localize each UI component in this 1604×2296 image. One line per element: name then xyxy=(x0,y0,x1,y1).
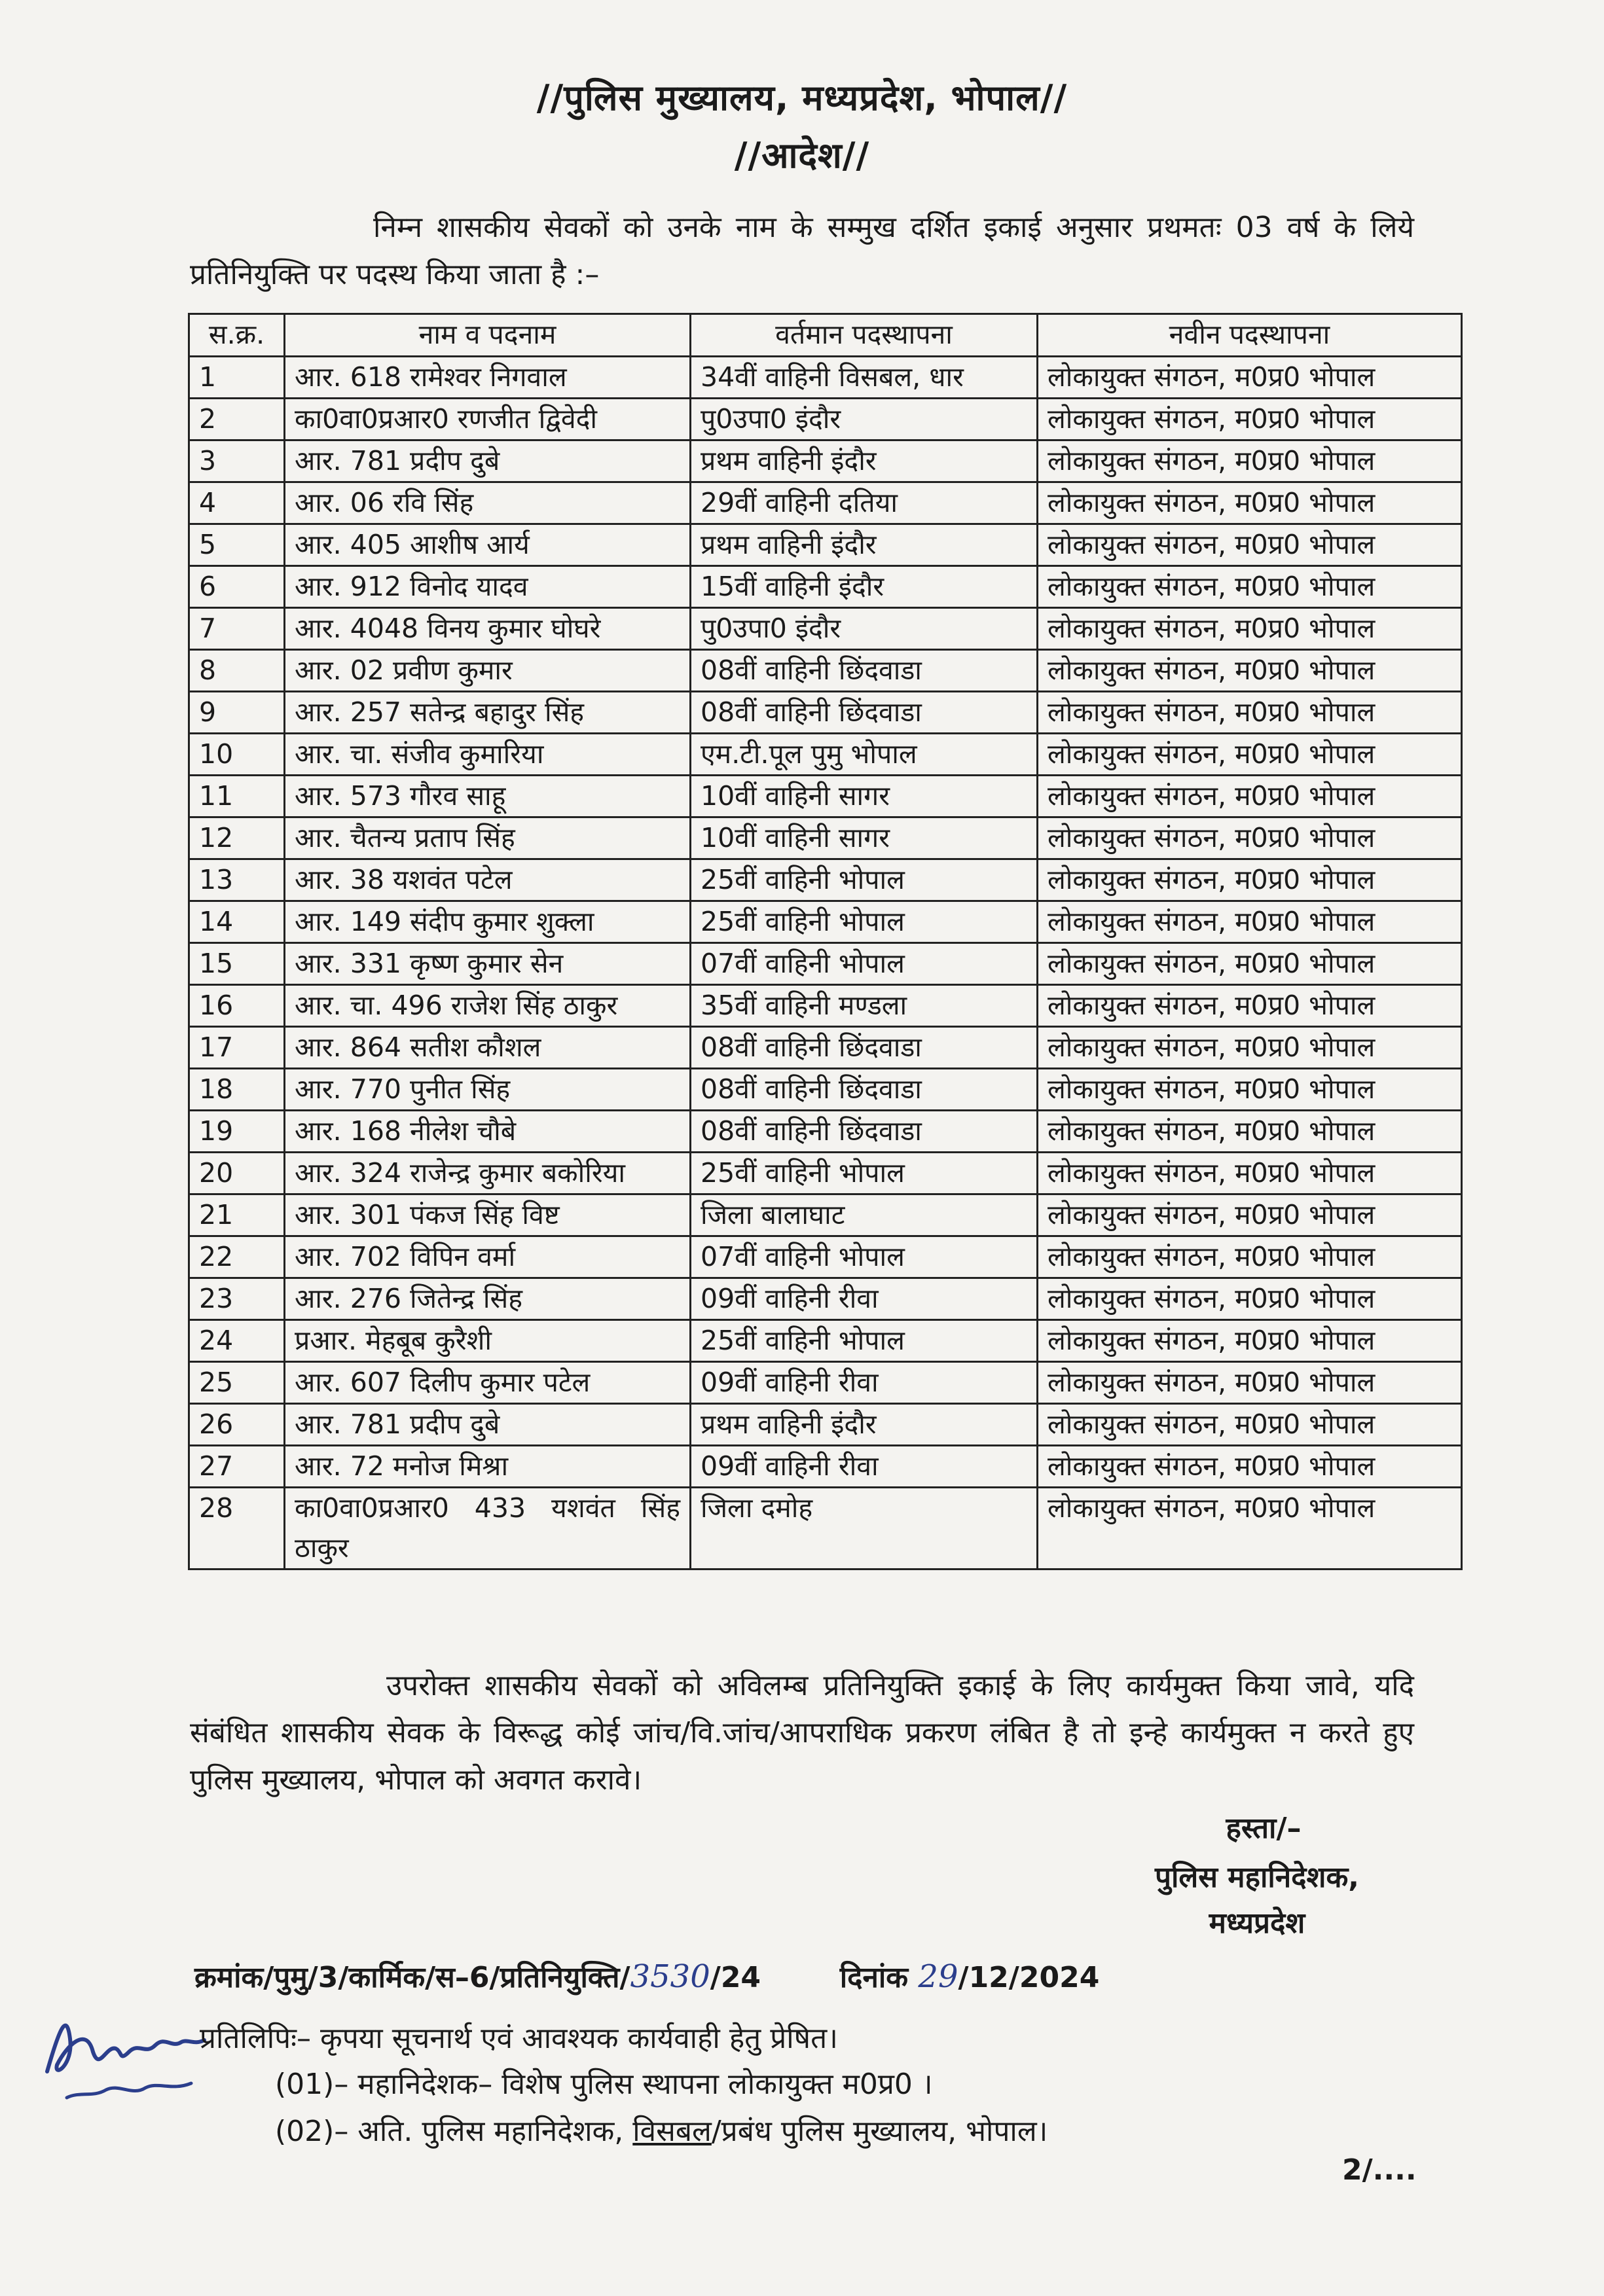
date-rest: /12/2024 xyxy=(958,1961,1100,1994)
reference-prefix: क्रमांक/पुमु/3/कार्मिक/स–6/प्रतिनियुक्ति/ xyxy=(194,1961,630,1994)
table-header-row xyxy=(189,314,1462,357)
row-current-posting: प्रथम वाहिनी इंदौर xyxy=(691,440,1038,482)
header-name: नाम व पदनाम xyxy=(285,314,691,357)
table-row xyxy=(189,1278,1462,1320)
row-current-posting: 09वीं वाहिनी रीवा xyxy=(691,1446,1038,1488)
row-name: आर. 405 आशीष आर्य xyxy=(285,524,691,566)
table-row xyxy=(189,608,1462,650)
row-current-posting: पु0उपा0 इंदौर xyxy=(691,608,1038,650)
row-new-posting: लोकायुक्त संगठन, म0प्र0 भोपाल xyxy=(1038,776,1462,817)
header-current-posting: वर्तमान पदस्थापना xyxy=(691,314,1038,357)
handwritten-initials xyxy=(41,2000,211,2111)
row-name: का0वा0प्रआर0 रणजीत द्विवेदी xyxy=(285,399,691,440)
table-row xyxy=(189,1488,1462,1570)
row-serial: 18 xyxy=(189,1069,285,1111)
row-current-posting: 25वीं वाहिनी भोपाल xyxy=(691,1320,1038,1362)
row-name: आर. 702 विपिन वर्मा xyxy=(285,1236,691,1278)
table-row xyxy=(189,1111,1462,1153)
row-new-posting: लोकायुक्त संगठन, म0प्र0 भोपाल xyxy=(1038,1278,1462,1320)
copy-item-2-a: (02)– अति. पुलिस महानिदेशक, xyxy=(275,2115,624,2148)
row-name: आर. 912 विनोद यादव xyxy=(285,566,691,608)
row-name: आर. 4048 विनय कुमार घोघरे xyxy=(285,608,691,650)
row-serial: 27 xyxy=(189,1446,285,1488)
row-new-posting: लोकायुक्त संगठन, म0प्र0 भोपाल xyxy=(1038,608,1462,650)
row-current-posting: 07वीं वाहिनी भोपाल xyxy=(691,943,1038,985)
row-name: आर. 864 सतीश कौशल xyxy=(285,1027,691,1069)
row-current-posting: पु0उपा0 इंदौर xyxy=(691,399,1038,440)
table-row xyxy=(189,734,1462,776)
table-row xyxy=(189,901,1462,943)
row-name: आर. 02 प्रवीण कुमार xyxy=(285,650,691,692)
row-current-posting: जिला बालाघाट xyxy=(691,1194,1038,1236)
row-new-posting: लोकायुक्त संगठन, म0प्र0 भोपाल xyxy=(1038,985,1462,1027)
row-serial: 15 xyxy=(189,943,285,985)
table-row xyxy=(189,943,1462,985)
row-name: आर. 618 रामेश्वर निगवाल xyxy=(285,357,691,399)
row-serial: 2 xyxy=(189,399,285,440)
row-serial: 3 xyxy=(189,440,285,482)
signatory-designation: पुलिस महानिदेशक, xyxy=(1155,1861,1359,1894)
row-new-posting: लोकायुक्त संगठन, म0प्र0 भोपाल xyxy=(1038,1027,1462,1069)
row-current-posting: 15वीं वाहिनी इंदौर xyxy=(691,566,1038,608)
row-new-posting: लोकायुक्त संगठन, म0प्र0 भोपाल xyxy=(1038,1404,1462,1446)
row-new-posting: लोकायुक्त संगठन, म0प्र0 भोपाल xyxy=(1038,1488,1462,1570)
row-serial: 19 xyxy=(189,1111,285,1153)
row-current-posting: 25वीं वाहिनी भोपाल xyxy=(691,901,1038,943)
table-row xyxy=(189,776,1462,817)
table-row xyxy=(189,399,1462,440)
row-name: आर. 257 सतेन्द्र बहादुर सिंह xyxy=(285,692,691,734)
row-new-posting: लोकायुक्त संगठन, म0प्र0 भोपाल xyxy=(1038,440,1462,482)
row-new-posting: लोकायुक्त संगठन, म0प्र0 भोपाल xyxy=(1038,357,1462,399)
signed-mark: हस्ता/– xyxy=(1226,1812,1302,1845)
table-row xyxy=(189,1027,1462,1069)
reference-number: 3530 xyxy=(630,1958,710,1995)
row-current-posting: 08वीं वाहिनी छिंदवाडा xyxy=(691,1027,1038,1069)
date-label: दिनांक xyxy=(839,1961,909,1994)
row-new-posting: लोकायुक्त संगठन, म0प्र0 भोपाल xyxy=(1038,692,1462,734)
row-new-posting: लोकायुक्त संगठन, म0प्र0 भोपाल xyxy=(1038,566,1462,608)
row-new-posting: लोकायुक्त संगठन, म0प्र0 भोपाल xyxy=(1038,399,1462,440)
row-new-posting: लोकायुक्त संगठन, म0प्र0 भोपाल xyxy=(1038,1362,1462,1404)
copy-item-2 xyxy=(275,2109,1519,2155)
posting-table xyxy=(188,313,1463,1570)
table-row xyxy=(189,1236,1462,1278)
order-heading: //आदेश// xyxy=(734,135,870,176)
copy-intro: प्रतिलिपिः– कृपया सूचनार्थ एवं आवश्यक कार्यवाही हेतु प्रेषित। xyxy=(200,2022,838,2055)
table-row xyxy=(189,1320,1462,1362)
row-name: आर. 276 जितेन्द्र सिंह xyxy=(285,1278,691,1320)
copy-item-1: (01)– महानिदेशक– विशेष पुलिस स्थापना लोकायुक्त म0प्र0 । xyxy=(275,2068,933,2101)
table-row xyxy=(189,1362,1462,1404)
table-row xyxy=(189,524,1462,566)
header-new-posting: नवीन पदस्थापना xyxy=(1038,314,1462,357)
row-serial: 28 xyxy=(189,1488,285,1570)
row-new-posting: लोकायुक्त संगठन, म0प्र0 भोपाल xyxy=(1038,1111,1462,1153)
row-name: आर. 301 पंकज सिंह विष्ट xyxy=(285,1194,691,1236)
page-number: 2/.... xyxy=(1342,2153,1417,2187)
row-current-posting: जिला दमोह xyxy=(691,1488,1038,1570)
row-new-posting: लोकायुक्त संगठन, म0प्र0 भोपाल xyxy=(1038,1194,1462,1236)
table-row xyxy=(189,859,1462,901)
row-serial: 13 xyxy=(189,859,285,901)
row-serial: 1 xyxy=(189,357,285,399)
row-new-posting: लोकायुक्त संगठन, म0प्र0 भोपाल xyxy=(1038,650,1462,692)
row-serial: 17 xyxy=(189,1027,285,1069)
row-current-posting: 09वीं वाहिनी रीवा xyxy=(691,1362,1038,1404)
row-current-posting: 08वीं वाहिनी छिंदवाडा xyxy=(691,692,1038,734)
row-current-posting: 34वीं वाहिनी विसबल, धार xyxy=(691,357,1038,399)
row-serial: 8 xyxy=(189,650,285,692)
row-name: आर. 324 राजेन्द्र कुमार बकोरिया xyxy=(285,1153,691,1194)
intro-paragraph: निम्न शासकीय सेवकों को उनके नाम के सम्मुख दर्शित इकाई अनुसार प्रथमतः 03 वर्ष के लिये प्रतिनियुक्ति पर पदस्थ किया जाता है :– xyxy=(190,211,1414,291)
row-serial: 5 xyxy=(189,524,285,566)
row-name: आर. 149 संदीप कुमार शुक्ला xyxy=(285,901,691,943)
row-new-posting: लोकायुक्त संगठन, म0प्र0 भोपाल xyxy=(1038,859,1462,901)
row-new-posting: लोकायुक्त संगठन, म0प्र0 भोपाल xyxy=(1038,482,1462,524)
row-current-posting: 09वीं वाहिनी रीवा xyxy=(691,1278,1038,1320)
table-row xyxy=(189,440,1462,482)
row-new-posting: लोकायुक्त संगठन, म0प्र0 भोपाल xyxy=(1038,901,1462,943)
row-name: आर. चैतन्य प्रताप सिंह xyxy=(285,817,691,859)
row-serial: 24 xyxy=(189,1320,285,1362)
row-new-posting: लोकायुक्त संगठन, म0प्र0 भोपाल xyxy=(1038,524,1462,566)
row-new-posting: लोकायुक्त संगठन, म0प्र0 भोपाल xyxy=(1038,1236,1462,1278)
row-serial: 22 xyxy=(189,1236,285,1278)
row-serial: 4 xyxy=(189,482,285,524)
row-current-posting: 29वीं वाहिनी दतिया xyxy=(691,482,1038,524)
row-new-posting: लोकायुक्त संगठन, म0प्र0 भोपाल xyxy=(1038,1153,1462,1194)
row-serial: 10 xyxy=(189,734,285,776)
table-row xyxy=(189,482,1462,524)
row-name: आर. 607 दिलीप कुमार पटेल xyxy=(285,1362,691,1404)
signatory-state: मध्यप्रदेश xyxy=(1209,1907,1305,1940)
row-new-posting: लोकायुक्त संगठन, म0प्र0 भोपाल xyxy=(1038,943,1462,985)
row-name: आर. 781 प्रदीप दुबे xyxy=(285,1404,691,1446)
row-current-posting: 25वीं वाहिनी भोपाल xyxy=(691,1153,1038,1194)
reference-line xyxy=(194,1954,1438,2001)
row-serial: 7 xyxy=(189,608,285,650)
table-row xyxy=(189,357,1462,399)
row-current-posting: 08वीं वाहिनी छिंदवाडा xyxy=(691,1069,1038,1111)
row-serial: 26 xyxy=(189,1404,285,1446)
header-serial: स.क्र. xyxy=(189,314,285,357)
row-current-posting: 07वीं वाहिनी भोपाल xyxy=(691,1236,1038,1278)
row-name: आर. 38 यशवंत पटेल xyxy=(285,859,691,901)
row-new-posting: लोकायुक्त संगठन, म0प्र0 भोपाल xyxy=(1038,817,1462,859)
row-current-posting: एम.टी.पूल पुमु भोपाल xyxy=(691,734,1038,776)
table-row xyxy=(189,692,1462,734)
row-name: का0वा0प्रआर0 433 यशवंत सिंह ठाकुर xyxy=(285,1488,691,1570)
row-serial: 14 xyxy=(189,901,285,943)
table-row xyxy=(189,1069,1462,1111)
row-name: आर. 573 गौरव साहू xyxy=(285,776,691,817)
row-serial: 16 xyxy=(189,985,285,1027)
row-current-posting: प्रथम वाहिनी इंदौर xyxy=(691,1404,1038,1446)
row-current-posting: 08वीं वाहिनी छिंदवाडा xyxy=(691,1111,1038,1153)
instruction-paragraph: उपरोक्त शासकीय सेवकों को अविलम्ब प्रतिनियुक्ति इकाई के लिए कार्यमुक्त किया जावे, यदि संबंधित शासकीय सेवक के विरूद्ध कोई जांच/वि.जांच/आपराधिक प्रकरण लंबित है तो इन्हे कार्यमुक्त न करते हुए पुलिस मुख्यालय, भोपाल को अवगत करावे। xyxy=(190,1669,1414,1797)
row-serial: 20 xyxy=(189,1153,285,1194)
table-row xyxy=(189,817,1462,859)
row-current-posting: 35वीं वाहिनी मण्डला xyxy=(691,985,1038,1027)
row-new-posting: लोकायुक्त संगठन, म0प्र0 भोपाल xyxy=(1038,1446,1462,1488)
row-new-posting: लोकायुक्त संगठन, म0प्र0 भोपाल xyxy=(1038,1320,1462,1362)
row-serial: 21 xyxy=(189,1194,285,1236)
table-row xyxy=(189,985,1462,1027)
table-row xyxy=(189,1153,1462,1194)
row-name: प्रआर. मेहबूब कुरैशी xyxy=(285,1320,691,1362)
table-row xyxy=(189,650,1462,692)
row-name: आर. 168 नीलेश चौबे xyxy=(285,1111,691,1153)
page-title: //पुलिस मुख्यालय, मध्यप्रदेश, भोपाल// xyxy=(536,77,1068,118)
row-name: आर. चा. 496 राजेश सिंह ठाकुर xyxy=(285,985,691,1027)
row-new-posting: लोकायुक्त संगठन, म0प्र0 भोपाल xyxy=(1038,1069,1462,1111)
row-new-posting: लोकायुक्त संगठन, म0प्र0 भोपाल xyxy=(1038,734,1462,776)
row-name: आर. 06 रवि सिंह xyxy=(285,482,691,524)
table-row xyxy=(189,1404,1462,1446)
copy-item-2-underlined: विसबल xyxy=(632,2115,712,2148)
table-row xyxy=(189,1194,1462,1236)
reference-year: /24 xyxy=(710,1961,761,1994)
row-serial: 6 xyxy=(189,566,285,608)
row-name: आर. चा. संजीव कुमारिया xyxy=(285,734,691,776)
row-name: आर. 781 प्रदीप दुबे xyxy=(285,440,691,482)
row-name: आर. 72 मनोज मिश्रा xyxy=(285,1446,691,1488)
row-current-posting: 08वीं वाहिनी छिंदवाडा xyxy=(691,650,1038,692)
date-day: 29 xyxy=(918,1958,958,1995)
table-row xyxy=(189,1446,1462,1488)
row-serial: 25 xyxy=(189,1362,285,1404)
row-name: आर. 331 कृष्ण कुमार सेन xyxy=(285,943,691,985)
row-serial: 11 xyxy=(189,776,285,817)
row-current-posting: प्रथम वाहिनी इंदौर xyxy=(691,524,1038,566)
row-name: आर. 770 पुनीत सिंह xyxy=(285,1069,691,1111)
row-current-posting: 25वीं वाहिनी भोपाल xyxy=(691,859,1038,901)
row-current-posting: 10वीं वाहिनी सागर xyxy=(691,776,1038,817)
table-row xyxy=(189,566,1462,608)
row-current-posting: 10वीं वाहिनी सागर xyxy=(691,817,1038,859)
copy-item-2-b: /प्रबंध पुलिस मुख्यालय, भोपाल। xyxy=(711,2115,1048,2148)
row-serial: 12 xyxy=(189,817,285,859)
row-serial: 9 xyxy=(189,692,285,734)
row-serial: 23 xyxy=(189,1278,285,1320)
